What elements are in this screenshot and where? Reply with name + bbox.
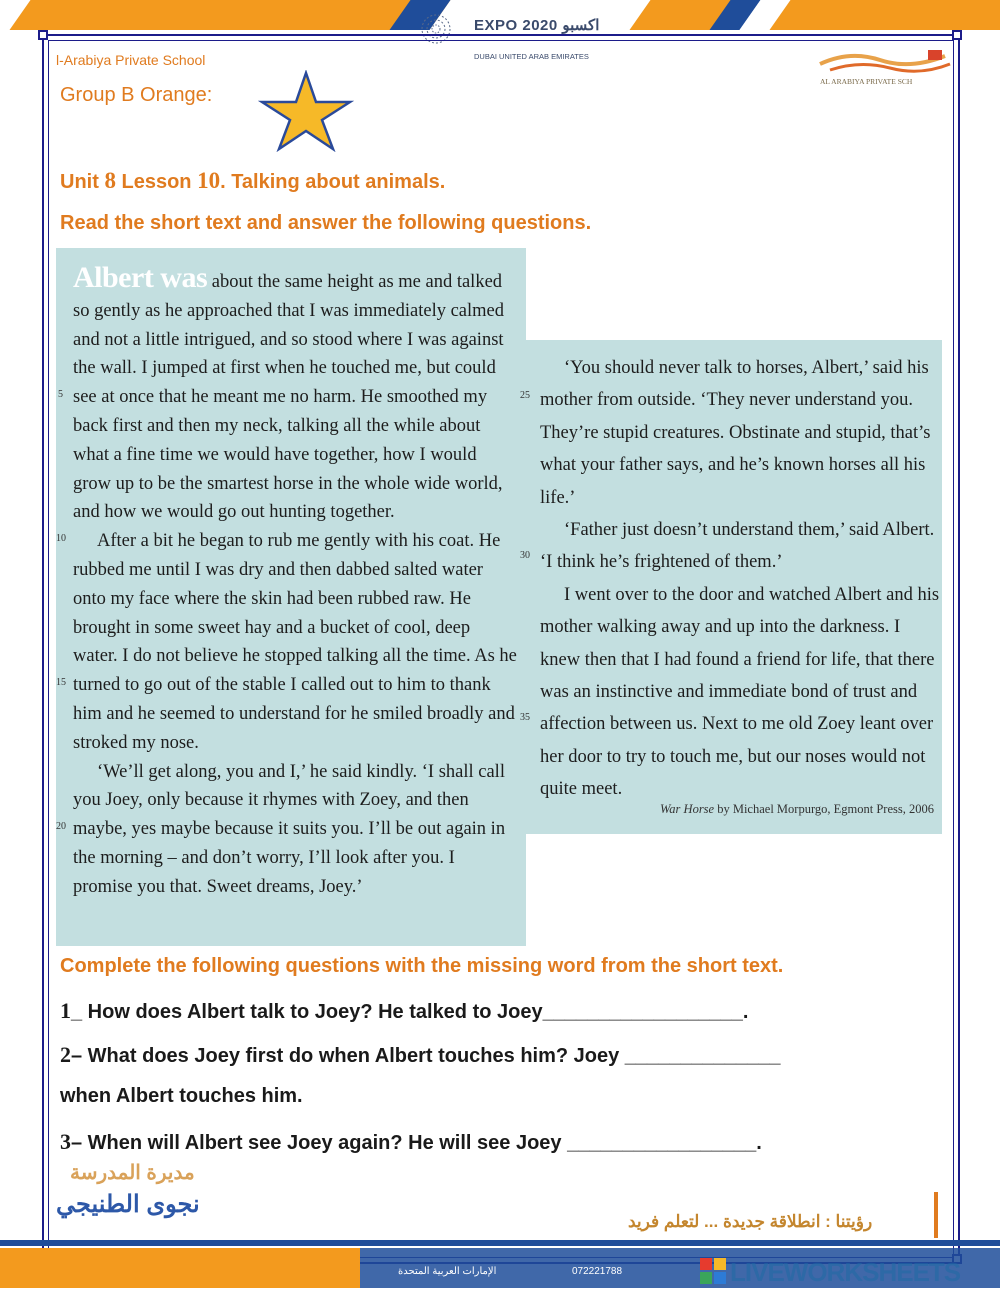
expo-title: EXPO 2020 اكسبو xyxy=(474,17,600,34)
question-2: 2– What does Joey first do when Albert touches him? Joey ______________ xyxy=(60,1042,781,1067)
story-paragraph: I went over to the door and watched Albert and his mother walking away and up into the darkness. I knew then that I had found a friend for life, that there was an instinctive and immediate bond of trust and affection between us. Next to me old Zoey leant over her door to try to touch me, but our noses would not quite meet. xyxy=(540,584,940,800)
story-paragraph: After a bit he began to rub me gently with his coat. He rubbed me until I was dry and then dabbed salted water onto my face where the skin had been rubbed raw. He brought in some sweet hay and a bucket of cool, deep water. I do not believe he stopped talking all the time. As he turned to go out of the stable I called out to him to thank him and he seemed to understand for he smiled broadly and stroked my nose. xyxy=(73,531,517,753)
line-number: 5 xyxy=(58,389,63,400)
liveworksheets-logo-icon xyxy=(700,1258,726,1284)
group-label: Group B Orange: xyxy=(60,84,213,106)
story-right-column xyxy=(540,352,940,806)
line-number: 30 xyxy=(520,550,530,561)
story-dropcap: Albert was xyxy=(73,261,208,294)
frame-corner xyxy=(952,30,962,40)
unit-heading: Unit 8 Lesson 10. Talking about animals. xyxy=(60,168,446,193)
line-number: 35 xyxy=(520,712,530,723)
principal-name: نجوى الطنيجي xyxy=(56,1191,200,1218)
vision-divider xyxy=(934,1192,938,1238)
footer-phone: 072221788 xyxy=(572,1266,623,1277)
frame-corner xyxy=(38,30,48,40)
question-2-continued: when Albert touches him. xyxy=(60,1085,303,1107)
line-number: 20 xyxy=(56,821,66,832)
story-paragraph: ‘You should never talk to horses, Albert,’ said his mother from outside. ‘They never understand you. They’re stupid creatures. Obstinate and stupid, that’s what your father says, and he’s known horses all his life.’ xyxy=(540,358,931,508)
star-icon xyxy=(258,70,354,152)
principal-title: مديرة المدرسة xyxy=(70,1162,195,1184)
question-3: 3– When will Albert see Joey again? He will see Joey _________________. xyxy=(60,1129,762,1154)
instruction-heading: Read the short text and answer the following questions. xyxy=(60,212,592,234)
story-paragraph: ‘We’ll get along, you and I,’ he said kindly. ‘I shall call you Joey, only because it rhymes with Zoey, and then maybe, yes maybe because it suits you. I’ll be out again in the morning – and don’t worry, I’ll look after you. I promise you that. Sweet dreams, Joey.’ xyxy=(73,761,506,897)
expo-subtitle: DUBAI UNITED ARAB EMIRATES xyxy=(474,52,589,61)
story-left-column xyxy=(73,261,518,902)
school-logo-text: AL ARABIYA PRIVATE SCH xyxy=(820,77,913,86)
story-credit: War Horse by Michael Morpurgo, Egmont Press, 2006 xyxy=(660,802,934,816)
footer-country: الإمارات العربية المتحدة xyxy=(398,1266,497,1277)
question-1: 1_ How does Albert talk to Joey? He talked to Joey__________________. xyxy=(60,998,749,1023)
line-number: 25 xyxy=(520,390,530,401)
school-logo-icon xyxy=(810,46,960,96)
school-vision: رؤيتنا : انطلاقة جديدة ... لتعلم فريد xyxy=(628,1212,873,1231)
story-paragraph: ‘Father just doesn’t understand them,’ said Albert. ‘I think he’s frightened of them.’ xyxy=(540,520,935,573)
school-name: l-Arabiya Private School xyxy=(56,52,206,68)
liveworksheets-watermark: LIVEWORKSHEETS xyxy=(730,1257,961,1287)
lesson-number: 10 xyxy=(197,168,221,193)
unit-number: 8 xyxy=(104,168,116,193)
complete-heading: Complete the following questions with the missing word from the short text. xyxy=(60,955,784,977)
story-paragraph: Albert was about the same height as me and talked so gently as he approached that I was immediately calmed and not a little intrigued, and so stood where I was against the wall. I jumped at first when he touched me, but could see at once that he meant me no harm. He smoothed my back first and then my neck, talking all the while about what a fine time we would have together, how I would grow up to be the smartest horse in the whole wide world, and how we would go out hunting together. xyxy=(73,261,505,523)
line-number: 15 xyxy=(56,677,66,688)
line-number: 10 xyxy=(56,533,66,544)
